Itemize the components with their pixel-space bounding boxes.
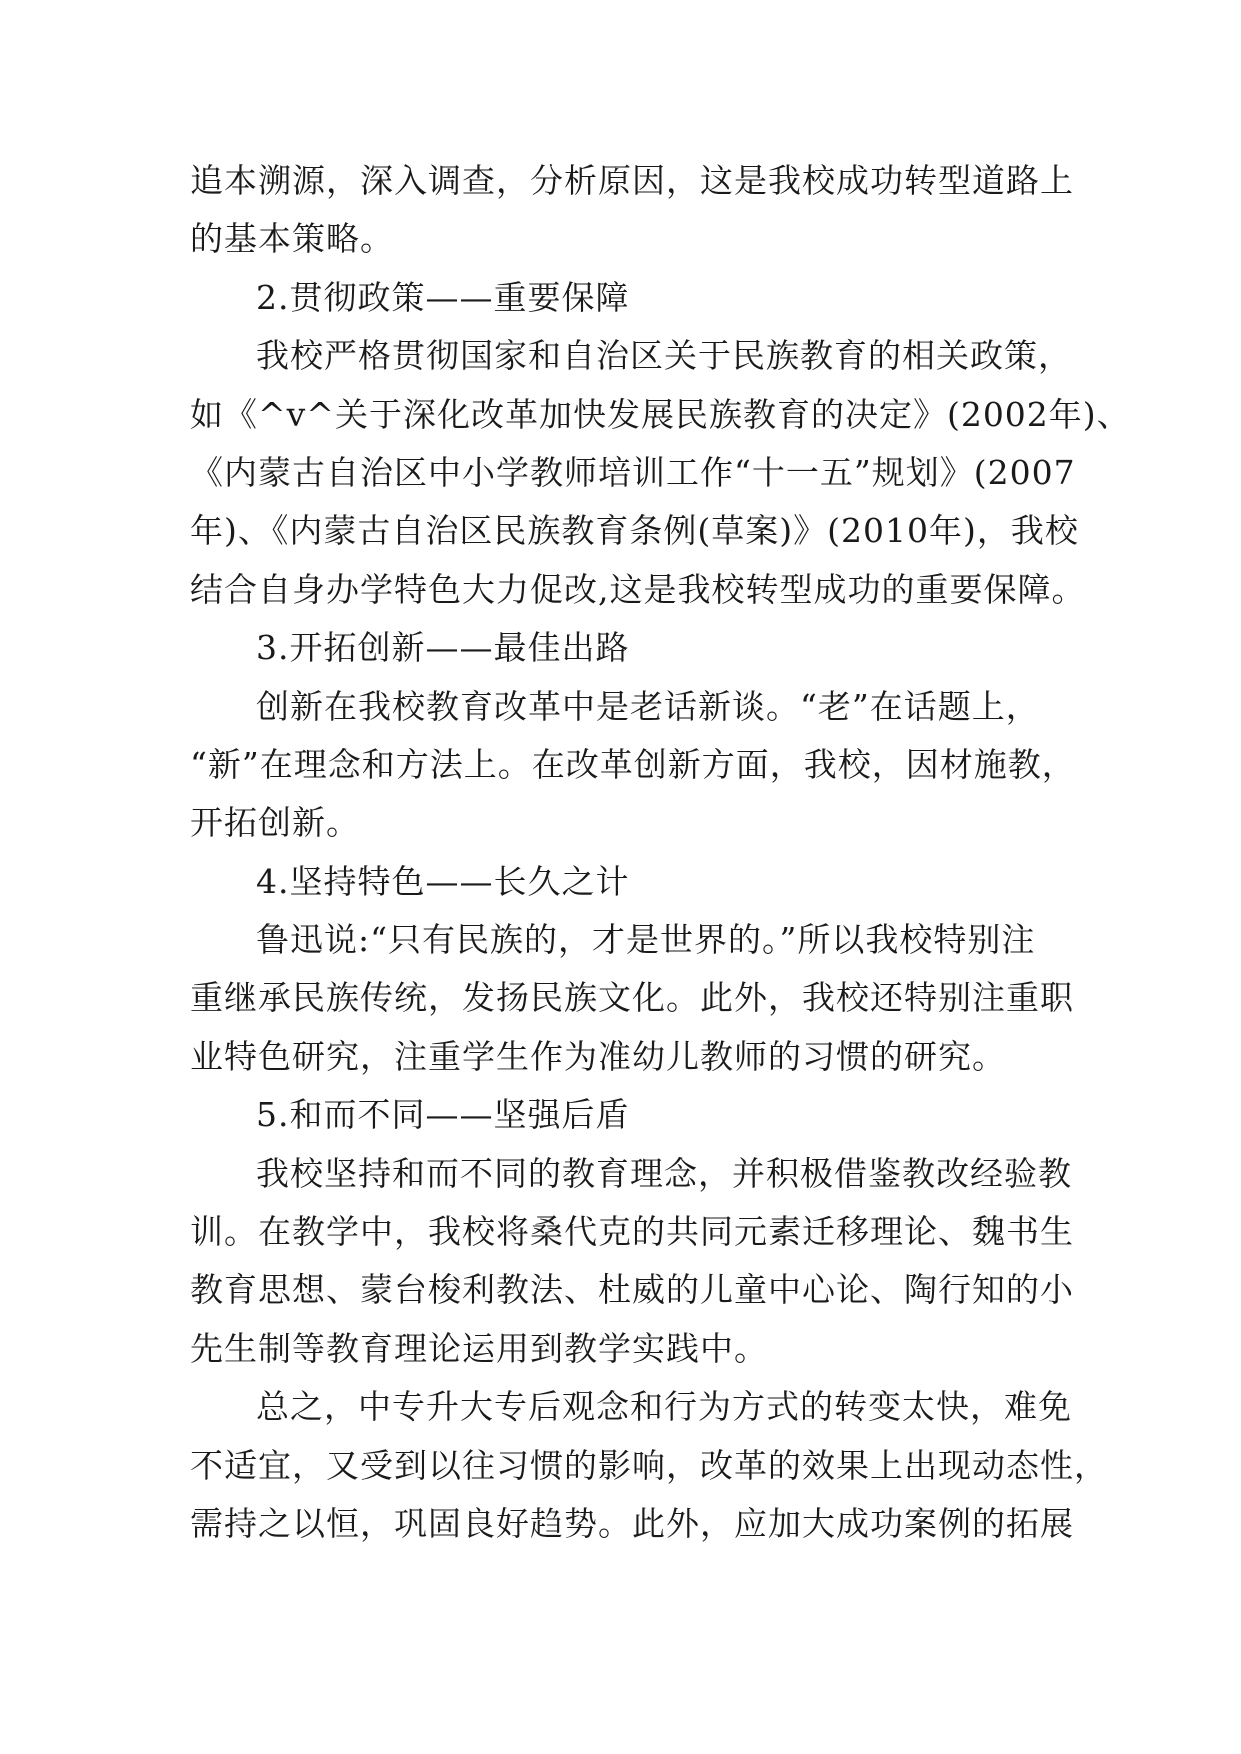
text-line: 追本溯源，深入调查，分析原因，这是我校成功转型道路上 <box>190 161 1074 200</box>
text-line: 重继承民族传统，发扬民族文化。此外，我校还特别注重职 <box>190 978 1074 1018</box>
text-line: 总之，中专升大专后观念和行为方式的转变太快，难免 <box>256 1387 1072 1427</box>
text-line: 年)、《内蒙古自治区民族教育条例(草案)》(2010年)，我校 <box>190 511 1079 551</box>
text-line: 我校严格贯彻国家和自治区关于民族教育的相关政策， <box>256 336 1072 376</box>
section-heading: 5.和而不同——坚强后盾 <box>256 1095 630 1135</box>
text-line: 教育思想、蒙台梭利教法、杜威的儿童中心论、陶行知的小 <box>190 1270 1074 1310</box>
text-line: 的基本策略。 <box>190 219 394 259</box>
text-line: 业特色研究，注重学生作为准幼儿教师的习惯的研究。 <box>190 1036 1006 1076</box>
text-line: 需持之以恒，巩固良好趋势。此外，应加大成功案例的拓展 <box>190 1503 1074 1543</box>
text-line: 训。在教学中，我校将桑代克的共同元素迁移理论、魏书生 <box>190 1212 1074 1252</box>
text-line: 先生制等教育理论运用到教学实践中。 <box>190 1328 768 1368</box>
section-heading: 4.坚持特色——长久之计 <box>256 861 630 901</box>
text-line: 开拓创新。 <box>190 803 360 843</box>
text-line: “新”在理念和方法上。在改革创新方面，我校，因材施教， <box>190 744 1076 784</box>
text-line: 创新在我校教育改革中是老话新谈。“老”在话题上， <box>256 686 1040 726</box>
section-heading: 2.贯彻政策——重要保障 <box>256 277 630 317</box>
text-line: 如《^v^关于深化改革加快发展民族教育的决定》(2002年)、 <box>190 394 1131 434</box>
text-line: 《内蒙古自治区中小学教师培训工作“十一五”规划》(2007 <box>190 452 1076 492</box>
section-heading: 3.开拓创新——最佳出路 <box>256 628 630 668</box>
text-line: 不适宜，又受到以往习惯的影响，改革的效果上出现动态性， <box>190 1445 1108 1485</box>
text-line: 鲁迅说:“只有民族的，才是世界的。”所以我校特别注 <box>256 920 1036 960</box>
text-line: 我校坚持和而不同的教育理念，并积极借鉴教改经验教 <box>256 1153 1072 1193</box>
body-text <box>190 152 1131 1553</box>
text-line: 结合自身办学特色大力促改,这是我校转型成功的重要保障。 <box>190 569 1086 609</box>
